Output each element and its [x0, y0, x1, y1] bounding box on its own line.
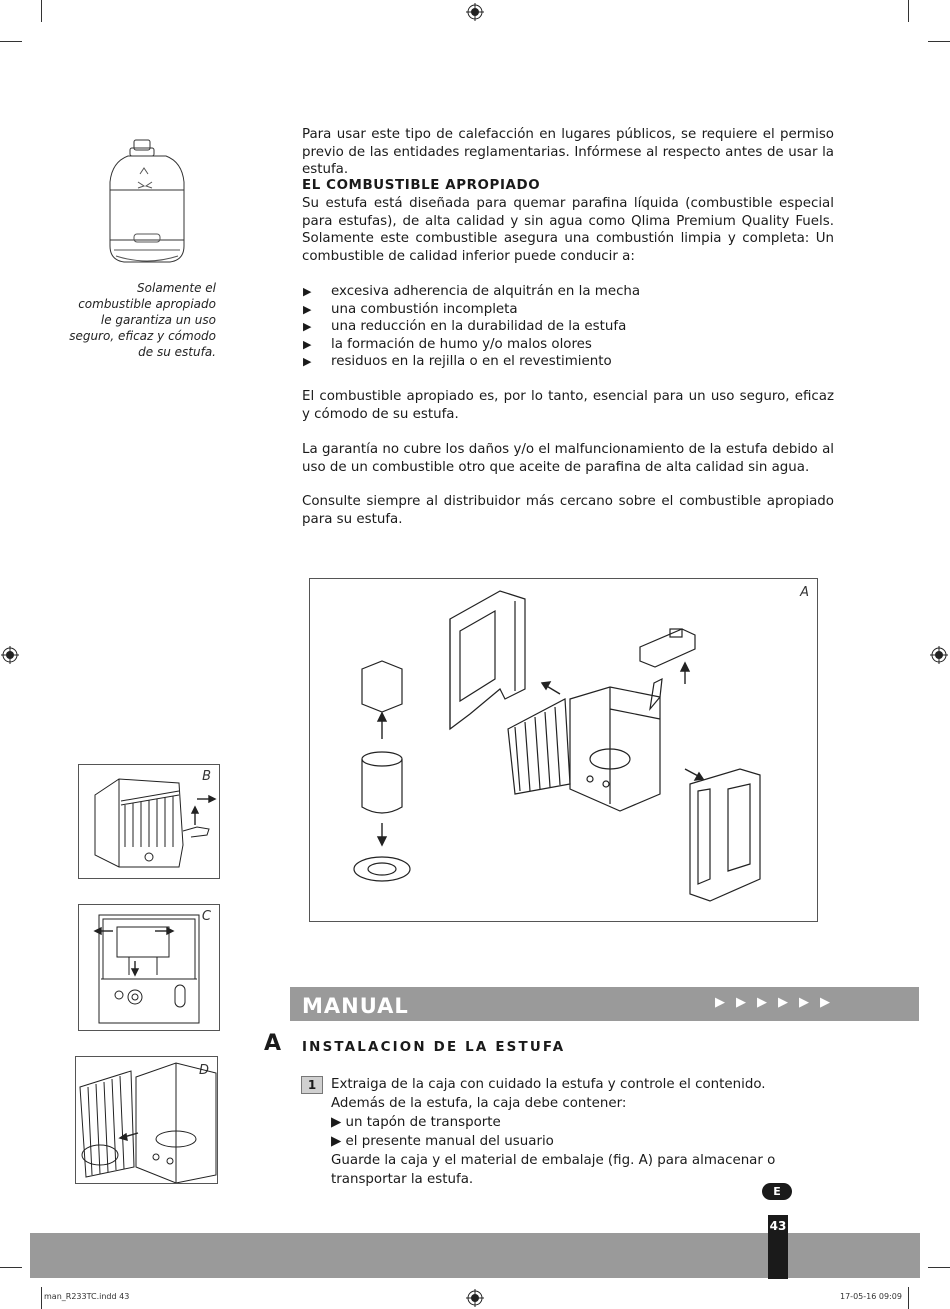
- bullet-text: una reducción en la durabilidad de la estufa: [331, 319, 627, 335]
- slug-file: man_R233TC.indd 43: [44, 1292, 130, 1301]
- language-badge: E: [762, 1183, 792, 1200]
- bullet-text: residuos en la rejilla o en el revestimiento: [331, 354, 612, 370]
- step-list-item: ▶ el presente manual del usuario: [331, 1134, 554, 1149]
- bullet-arrow-icon: ▶: [303, 355, 312, 369]
- bullet-arrow-icon: ▶: [303, 285, 312, 298]
- fuel-bottle-illustration: [104, 138, 190, 266]
- registration-mark-icon: [930, 646, 948, 664]
- list-item: [302, 301, 640, 319]
- fuel-bullet-list: [302, 283, 640, 371]
- list-item: [302, 336, 640, 354]
- figure-b: [78, 764, 220, 879]
- list-item: [302, 283, 640, 301]
- figure-c: [78, 904, 220, 1031]
- manual-title: MANUAL: [302, 994, 409, 1018]
- crop-mark: [928, 41, 950, 42]
- caption-line: le garantiza un uso: [100, 313, 216, 327]
- essential-paragraph: El combustible apropiado es, por lo tanto, esencial para un uso seguro, eficaz y cómodo de su estufa.: [302, 389, 834, 422]
- registration-mark-icon: [466, 3, 484, 21]
- crop-mark: [928, 1267, 950, 1268]
- page-number: 43: [768, 1215, 788, 1279]
- step-number-badge: 1: [301, 1076, 323, 1094]
- caption-line: Solamente el: [137, 281, 216, 295]
- registration-mark-icon: [1, 646, 19, 664]
- figure-d: [75, 1056, 218, 1184]
- section-letter: A: [264, 1031, 282, 1056]
- step-list-item: ▶ un tapón de transporte: [331, 1115, 501, 1130]
- caption-line: seguro, eficaz y cómodo: [69, 329, 216, 343]
- bullet-arrow-icon: ▶: [303, 320, 312, 334]
- figure-a: [309, 578, 818, 922]
- slug-date: 17-05-16 09:09: [840, 1292, 902, 1301]
- step-line: Además de la estufa, la caja debe contener:: [331, 1096, 627, 1111]
- step-text: [331, 1075, 836, 1189]
- crop-mark: [908, 1287, 909, 1309]
- step-line: Guarde la caja y el material de embalaje (fig. A) para almacenar o transportar la estufa.: [331, 1153, 776, 1187]
- bottle-caption: [60, 280, 216, 360]
- exploded-heater-illustration: [310, 579, 817, 921]
- list-item: [302, 353, 640, 371]
- heater-interior-illustration: [79, 905, 219, 1030]
- registration-mark-icon: [466, 1289, 484, 1307]
- fuel-heading: EL COMBUSTIBLE APROPIADO: [302, 178, 541, 193]
- manual-section-bar: [290, 987, 919, 1021]
- arrows-icon: ▶▶▶▶▶▶: [715, 995, 841, 1010]
- bullet-text: la formación de humo y/o malos olores: [331, 336, 592, 352]
- heater-front-illustration: [79, 765, 219, 878]
- step-line: Extraiga de la caja con cuidado la estufa y controle el contenido.: [331, 1077, 766, 1092]
- crop-mark: [908, 0, 909, 22]
- crop-mark: [0, 41, 22, 42]
- crop-mark: [41, 1287, 42, 1309]
- intro-paragraph: Para usar este tipo de calefacción en lugares públicos, se requiere el permiso previo de las entidades reglamentarias. Infórmese al respecto antes de usar la estufa.: [302, 127, 834, 178]
- bullet-arrow-icon: ▶: [303, 302, 312, 316]
- figure-label: A: [800, 585, 809, 600]
- crop-mark: [0, 1267, 22, 1268]
- caption-line: de su estufa.: [138, 345, 216, 359]
- figure-label: D: [198, 1063, 209, 1078]
- bullet-text: una combustión incompleta: [331, 301, 518, 317]
- figure-label: C: [201, 909, 211, 924]
- bullet-text: excesiva adherencia de alquitrán en la mecha: [331, 284, 641, 299]
- caption-line: combustible apropiado: [78, 297, 216, 311]
- consult-paragraph: Consulte siempre al distribuidor más cercano sobre el combustible apropiado para su estufa.: [302, 494, 834, 527]
- crop-mark: [41, 0, 42, 22]
- heater-open-illustration: [76, 1057, 217, 1183]
- warranty-paragraph: La garantía no cubre los daños y/o el malfuncionamiento de la estufa debido al uso de un combustible otro que aceite de parafina de alta calidad sin agua.: [302, 442, 834, 475]
- figure-label: B: [202, 769, 211, 784]
- fuel-paragraph: Su estufa está diseñada para quemar parafina líquida (combustible especial para estufas), de alta calidad y sin agua como Qlima Premium Quality Fuels. Solamente este combustible asegura una combustión limpia y completa: Un combustible de calidad inferior puede conducir a:: [302, 196, 834, 264]
- list-item: [302, 318, 640, 336]
- section-title: INSTALACION DE LA ESTUFA: [302, 1040, 566, 1055]
- bullet-arrow-icon: ▶: [303, 337, 312, 351]
